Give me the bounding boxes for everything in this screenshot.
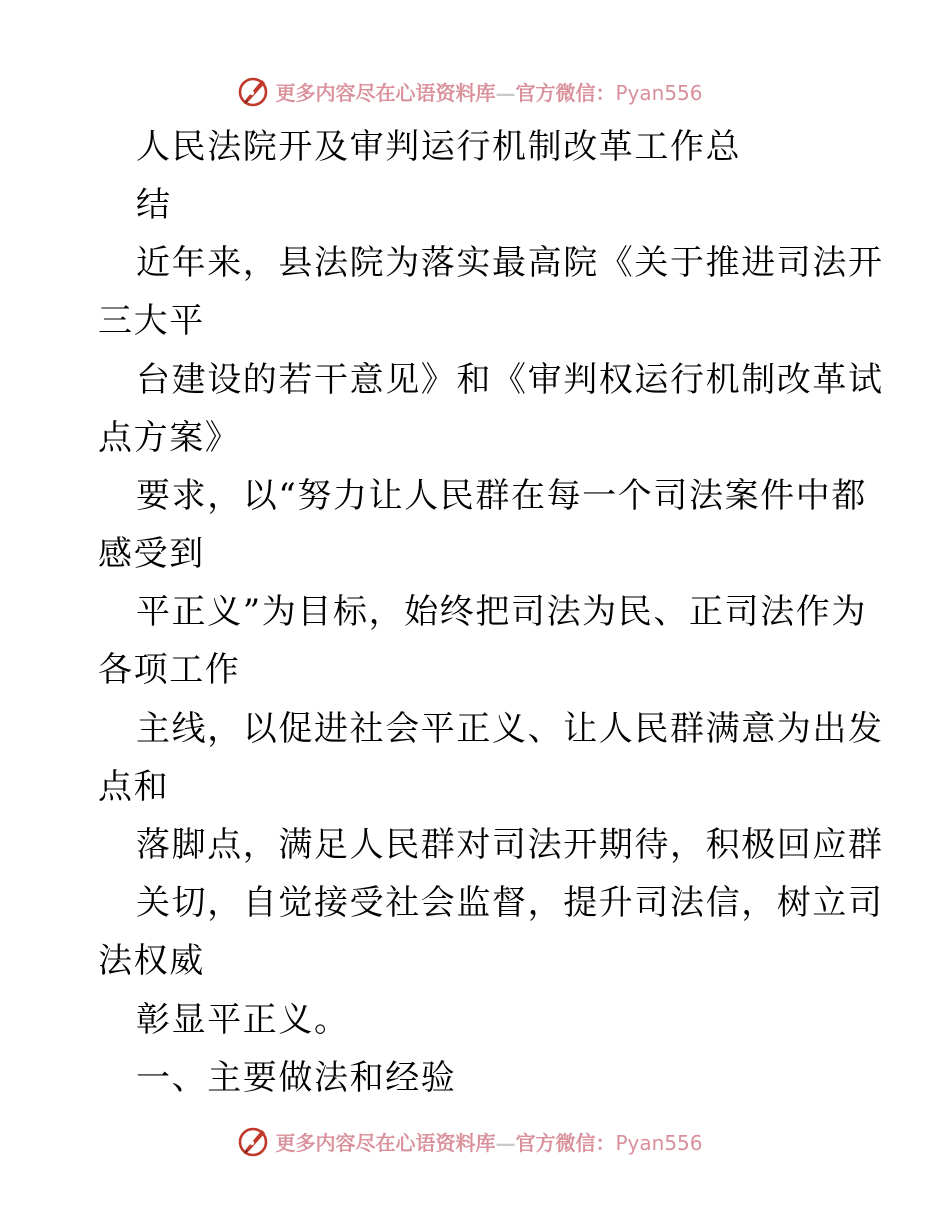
header-banner-text: [275, 77, 702, 106]
footer-banner: [0, 1121, 950, 1161]
paragraph-line: 法权威: [98, 941, 205, 981]
paragraph-line: 彰显平正义。: [136, 1000, 350, 1040]
footer-banner-lead: 更多内容尽在心语资料库: [275, 1130, 496, 1155]
paragraph-line: 感受到: [98, 534, 205, 574]
header-banner-lead: 更多内容尽在心语资料库: [275, 80, 496, 105]
paragraph-line: 点和: [98, 767, 170, 807]
quill-pen-logo-icon: [237, 1124, 271, 1158]
paragraph-line: 要求，以“努力让人民群在每一个司法案件中都: [136, 476, 867, 516]
paragraph-line: 主线，以促进社会平正义、让人民群满意为出发: [136, 709, 884, 749]
header-banner-tail: 官方微信：: [515, 80, 616, 105]
footer-banner-content: [237, 1124, 702, 1158]
paragraph-line: 台建设的若干意见》和《审判权运行机制改革试: [136, 360, 884, 400]
header-wechat-id: Pyan556: [615, 80, 703, 105]
quill-pen-logo-icon: [237, 74, 271, 108]
footer-banner-text: [275, 1127, 702, 1156]
paragraph-line: 点方案》: [98, 418, 241, 458]
document-title-line-1: 人民法院开及审判运行机制改革工作总: [136, 127, 742, 167]
footer-banner-tail: 官方微信：: [515, 1130, 616, 1155]
document-title-line-2: 结: [136, 185, 172, 225]
paragraph-line: 落脚点，满足人民群对司法开期待，积极回应群: [136, 825, 884, 865]
header-banner-dash: —: [495, 80, 516, 105]
paragraph-line: 近年来，县法院为落实最高院《关于推进司法开: [136, 243, 884, 283]
header-banner-content: [237, 74, 702, 108]
header-banner: [0, 71, 950, 111]
footer-wechat-id: Pyan556: [615, 1130, 703, 1155]
paragraph-line: 三大平: [98, 301, 205, 341]
paragraph-line: 关切，自觉接受社会监督，提升司法信，树立司: [136, 883, 884, 923]
paragraph-line: 平正义”为目标，始终把司法为民、正司法作为: [136, 592, 867, 632]
footer-banner-dash: —: [495, 1130, 516, 1155]
section-heading: 一、主要做法和经验: [136, 1058, 457, 1098]
paragraph-line: 各项工作: [98, 650, 241, 690]
